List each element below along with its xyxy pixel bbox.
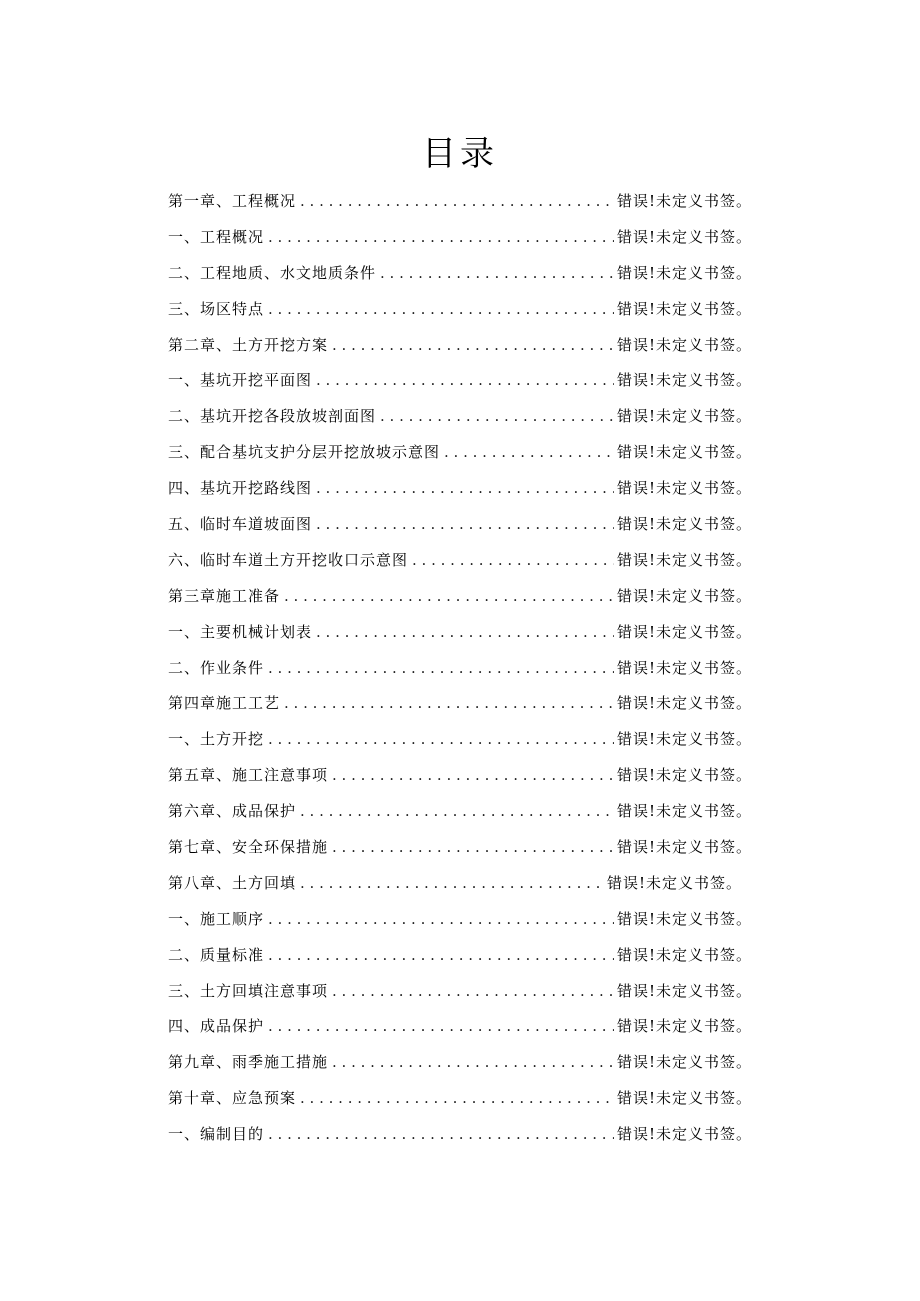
toc-entry[interactable] (168, 471, 752, 507)
toc-entry-page-ref: 错误!未定义书签。 (616, 802, 752, 821)
toc-leader-dots (268, 292, 614, 328)
toc-entry-page-ref: 错误!未定义书签。 (616, 263, 752, 282)
toc-entry-label: 四、成品保护 (168, 1017, 265, 1036)
toc-entry-page-ref: 错误!未定义书签。 (616, 1125, 752, 1144)
toc-title: 目录 (422, 134, 498, 174)
toc-entry-label: 六、临时车道土方开挖收口示意图 (168, 550, 409, 569)
toc-leader-dots (412, 543, 614, 579)
toc-entry-label: 三、配合基坑支护分层开挖放坡示意图 (168, 443, 441, 462)
toc-entry[interactable] (168, 1009, 752, 1045)
toc-entry-label: 第九章、雨季施工措施 (168, 1053, 329, 1072)
toc-entry[interactable] (168, 794, 752, 830)
toc-entry-page-ref: 错误!未定义书签。 (606, 873, 742, 892)
toc-entry[interactable] (168, 686, 752, 722)
toc-entry-label: 四、基坑开挖路线图 (168, 479, 313, 498)
toc-leader-dots (316, 615, 614, 651)
toc-entry-page-ref: 错误!未定义书签。 (616, 658, 752, 677)
toc-entry[interactable] (168, 435, 752, 471)
toc-leader-dots (268, 722, 614, 758)
toc-leader-dots (316, 471, 614, 507)
toc-leader-dots (380, 399, 614, 435)
toc-leader-dots (268, 902, 614, 938)
toc-entry-page-ref: 错误!未定义书签。 (616, 1017, 752, 1036)
toc-entry-page-ref: 错误!未定义书签。 (616, 192, 752, 210)
toc-entry-label: 第十章、应急预案 (168, 1089, 297, 1108)
toc-entry-label: 一、基坑开挖平面图 (168, 371, 313, 390)
toc-entry-page-ref: 错误!未定义书签。 (616, 371, 752, 390)
toc-entry-label: 一、施工顺序 (168, 909, 265, 928)
toc-entry-page-ref: 错误!未定义书签。 (616, 945, 752, 964)
toc-entry-page-ref: 错误!未定义书签。 (616, 586, 752, 605)
toc-entry-page-ref: 错误!未定义书签。 (616, 838, 752, 857)
toc-entry-label: 一、主要机械计划表 (168, 622, 313, 641)
toc-entry[interactable] (168, 758, 752, 794)
toc-entry-label: 一、工程概况 (168, 227, 265, 246)
toc-entry-label: 三、场区特点 (168, 299, 265, 318)
toc-leader-dots (332, 974, 614, 1010)
toc-entry-page-ref: 错误!未定义书签。 (616, 694, 752, 713)
toc-entry-page-ref: 错误!未定义书签。 (616, 909, 752, 928)
toc-entry[interactable] (168, 256, 752, 292)
toc-list (168, 184, 752, 1153)
toc-entry-label: 第七章、安全环保措施 (168, 838, 329, 857)
toc-entry[interactable] (168, 328, 752, 364)
toc-leader-dots (268, 1117, 614, 1153)
toc-entry-label: 二、质量标准 (168, 945, 265, 964)
toc-entry[interactable] (168, 579, 752, 615)
toc-entry-page-ref: 错误!未定义书签。 (616, 730, 752, 749)
toc-entry-page-ref: 错误!未定义书签。 (616, 550, 752, 569)
toc-entry-label: 五、临时车道坡面图 (168, 515, 313, 534)
toc-entry[interactable] (168, 722, 752, 758)
toc-entry-page-ref: 错误!未定义书签。 (616, 766, 752, 785)
toc-leader-dots (300, 794, 614, 830)
toc-entry[interactable] (168, 292, 752, 328)
toc-entry-page-ref: 错误!未定义书签。 (616, 407, 752, 426)
toc-leader-dots (284, 579, 614, 615)
toc-entry-page-ref: 错误!未定义书签。 (616, 479, 752, 498)
toc-entry-page-ref: 错误!未定义书签。 (616, 227, 752, 246)
toc-entry-label: 第五章、施工注意事项 (168, 766, 329, 785)
toc-leader-dots (332, 328, 614, 364)
toc-leader-dots (268, 938, 614, 974)
toc-entry[interactable] (168, 507, 752, 543)
toc-entry[interactable] (168, 830, 752, 866)
toc-leader-dots (300, 1081, 614, 1117)
toc-entry-page-ref: 错误!未定义书签。 (616, 443, 752, 462)
toc-entry-label: 第一章、工程概况 (168, 192, 297, 210)
toc-entry-label: 二、工程地质、水文地质条件 (168, 263, 377, 282)
toc-leader-dots (444, 435, 614, 471)
toc-entry[interactable] (168, 866, 752, 902)
toc-entry-page-ref: 错误!未定义书签。 (616, 335, 752, 354)
toc-entry[interactable] (168, 1045, 752, 1081)
toc-entry-page-ref: 错误!未定义书签。 (616, 1053, 752, 1072)
toc-entry[interactable] (168, 184, 752, 220)
toc-entry[interactable] (168, 902, 752, 938)
toc-leader-dots (332, 758, 614, 794)
toc-entry[interactable] (168, 363, 752, 399)
toc-entry[interactable] (168, 651, 752, 687)
toc-entry-page-ref: 错误!未定义书签。 (616, 299, 752, 318)
toc-leader-dots (316, 363, 614, 399)
toc-entry-label: 第六章、成品保护 (168, 802, 297, 821)
toc-leader-dots (380, 256, 614, 292)
toc-entry[interactable] (168, 615, 752, 651)
toc-leader-dots (284, 686, 614, 722)
toc-entry[interactable] (168, 399, 752, 435)
toc-entry[interactable] (168, 1117, 752, 1153)
toc-entry-label: 第三章施工准备 (168, 586, 281, 605)
toc-entry-page-ref: 错误!未定义书签。 (616, 1089, 752, 1108)
toc-leader-dots (268, 220, 614, 256)
toc-leader-dots (332, 830, 614, 866)
toc-leader-dots (316, 507, 614, 543)
toc-entry-page-ref: 错误!未定义书签。 (616, 622, 752, 641)
toc-entry[interactable] (168, 938, 752, 974)
toc-entry-page-ref: 错误!未定义书签。 (616, 515, 752, 534)
toc-entry-label: 二、基坑开挖各段放坡剖面图 (168, 407, 377, 426)
toc-entry-label: 三、土方回填注意事项 (168, 981, 329, 1000)
toc-leader-dots (268, 651, 614, 687)
toc-entry[interactable] (168, 543, 752, 579)
toc-entry-label: 一、编制目的 (168, 1125, 265, 1144)
toc-leader-dots (300, 184, 614, 220)
toc-entry-label: 一、土方开挖 (168, 730, 265, 749)
toc-entry-page-ref: 错误!未定义书签。 (616, 981, 752, 1000)
toc-entry-label: 第四章施工工艺 (168, 694, 281, 713)
toc-entry-label: 第二章、土方开挖方案 (168, 335, 329, 354)
toc-leader-dots (332, 1045, 614, 1081)
toc-leader-dots (300, 866, 604, 902)
toc-entry[interactable] (168, 1081, 752, 1117)
toc-leader-dots (268, 1009, 614, 1045)
toc-entry-label: 二、作业条件 (168, 658, 265, 677)
toc-entry[interactable] (168, 974, 752, 1010)
toc-entry-label: 第八章、土方回填 (168, 873, 297, 892)
toc-entry[interactable] (168, 220, 752, 256)
